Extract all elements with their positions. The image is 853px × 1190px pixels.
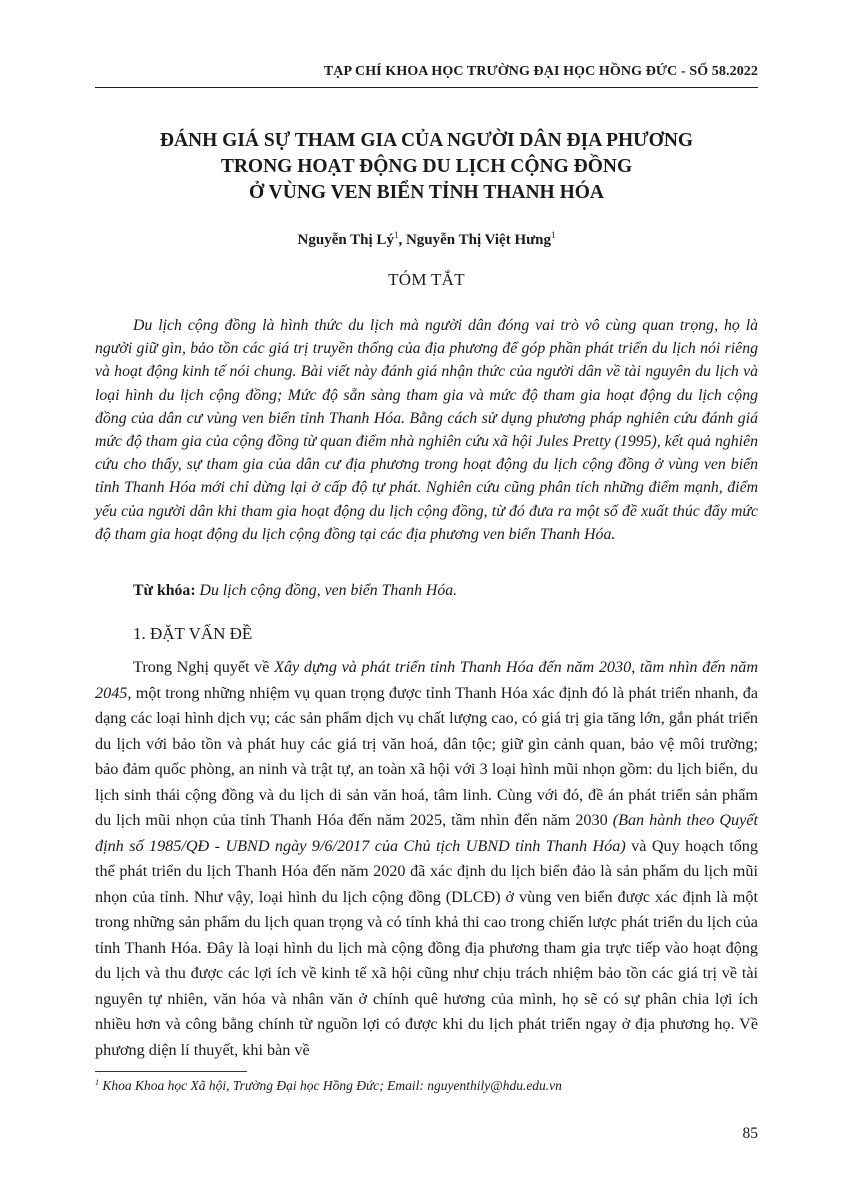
body-segment-2-italic: Xây dựng và phát triển tỉnh Thanh Hóa đến năm 2030, tầm nhìn đến năm 2045, xyxy=(95,658,759,702)
body-segment-4-italic: (Ban hành theo Quyết định số 1985/QĐ - UBND ngày 9/6/2017 của Chủ tịch UBND tỉnh Thanh Hóa) xyxy=(95,811,758,855)
author-line xyxy=(95,230,758,249)
journal-running-header: TẠP CHÍ KHOA HỌC TRƯỜNG ĐẠI HỌC HỒNG ĐỨC - SỐ 58.2022 xyxy=(323,64,758,79)
body-segment-5: và Quy hoạch tổng thể phát triển du lịch Thanh Hóa đến năm 2020 đã xác định du lịch biển đảo là sản phẩm du lịch mũi nhọn của tỉnh. Như vậy, loại hình du lịch cộng đồng (DLCĐ) ở vùng ven biển được xác định là một trong những sản phẩm du lịch quan trọng và có tính khả thi cao trong chiến lược phát triển du lịch của tỉnh Thanh Hóa. Đây là loại hình du lịch mà cộng đồng địa phương tham gia trực tiếp vào hoạt động du lịch và thu được các lợi ích về kinh tế xã hội cũng như chịu trách nhiệm bảo tồn các giá trị về tài nguyên tự nhiên, văn hóa và nhân văn ở chính quê hương của mình, họ sẽ có sự phân chia lợi ích nhiều hơn và công bằng chính từ nguồn lợi có được khi du lịch phát triển ngay ở địa phương họ. Về phương diện lí thuyết, khi bàn về xyxy=(95,836,758,1059)
title-line-3: Ở VÙNG VEN BIỂN TỈNH THANH HÓA xyxy=(248,182,605,203)
keywords-label: Từ khóa: xyxy=(133,582,196,599)
author-2: Nguyễn Thị Việt Hưng xyxy=(405,232,551,248)
author-1: Nguyễn Thị Lý xyxy=(297,232,394,248)
author-separator: , xyxy=(398,232,406,248)
author-1-affiliation-mark: 1 xyxy=(393,230,399,240)
footnote-rule xyxy=(95,1071,247,1072)
body-paragraph xyxy=(95,655,758,1063)
footnote-text: Khoa Khoa học Xã hội, Trường Đại học Hồng Đức; Email: nguyenthily@hdu.edu.vn xyxy=(99,1078,562,1093)
keywords xyxy=(133,582,758,600)
title-line-1: ĐÁNH GIÁ SỰ THAM GIA CỦA NGƯỜI DÂN ĐỊA PHƯƠNG xyxy=(159,130,694,151)
keywords-text: Du lịch cộng đồng, ven biển Thanh Hóa. xyxy=(199,582,458,599)
abstract-text: Du lịch cộng đồng là hình thức du lịch mà người dân đóng vai trò vô cùng quan trọng, họ là người giữ gìn, bảo tồn các giá trị truyền thống của địa phương để góp phần phát triển du lịch nói riêng và hoạt động kinh tế nói chung. Bài viết này đánh giá nhận thức của người dân về tài nguyên du lịch và loại hình du lịch cộng đồng; Mức độ sẵn sàng tham gia và mức độ tham gia hoạt động du lịch cộng đồng của dân cư vùng ven biển tỉnh Thanh Hóa. Bằng cách sử dụng phương pháp nghiên cứu đánh giá mức độ tham gia của cộng đồng từ quan điểm nhà nghiên cứu xã hội Jules Pretty (1995), kết quả nghiên cứu cho thấy, sự tham gia của dân cư địa phương trong hoạt động du lịch cộng đồng ở vùng ven biển tỉnh Thanh Hóa mới chỉ dừng lại ở cấp độ tự phát. Nghiên cứu cũng phân tích những điểm mạnh, điểm yếu của người dân khi tham gia hoạt động du lịch cộng đồng, từ đó đưa ra một số đề xuất thúc đẩy mức độ tham gia hoạt động du lịch cộng đồng tại các địa phương ven biển Thanh Hóa. xyxy=(95,317,758,543)
footnote-mark: 1 xyxy=(95,1078,99,1087)
abstract-heading: TÓM TẮT xyxy=(388,270,465,289)
header-rule xyxy=(95,87,758,88)
page-number: 85 xyxy=(742,1125,758,1142)
article-title xyxy=(95,128,758,206)
section-heading: 1. ĐẶT VẤN ĐỀ xyxy=(133,624,253,643)
footnote xyxy=(95,1078,758,1094)
body-segment-3: một trong những nhiệm vụ quan trọng được tỉnh Thanh Hóa xác định đó là phát triển nhanh, đa dạng các loại hình dịch vụ; các sản phẩm dịch vụ chất lượng cao, có giá trị gia tăng lớn, gắn phát triển du lịch với bảo tồn và phát huy các giá trị văn hoá, dân tộc; giữ gìn cảnh quan, bảo vệ môi trường; bảo đảm quốc phòng, an ninh và trật tự, an toàn xã hội với 3 loại hình mũi nhọn gồm: du lịch biển, du lịch sinh thái cộng đồng và du lịch di sản văn hoá, tâm linh. Cùng với đó, đề án phát triển sản phẩm du lịch mũi nhọn của tỉnh Thanh Hóa đến năm 2025, tầm nhìn đến năm 2030 xyxy=(95,683,758,829)
title-line-2: TRONG HOẠT ĐỘNG DU LỊCH CỘNG ĐỒNG xyxy=(220,156,633,177)
body-segment-1: Trong Nghị quyết về xyxy=(133,658,275,676)
author-2-affiliation-mark: 1 xyxy=(550,230,556,240)
